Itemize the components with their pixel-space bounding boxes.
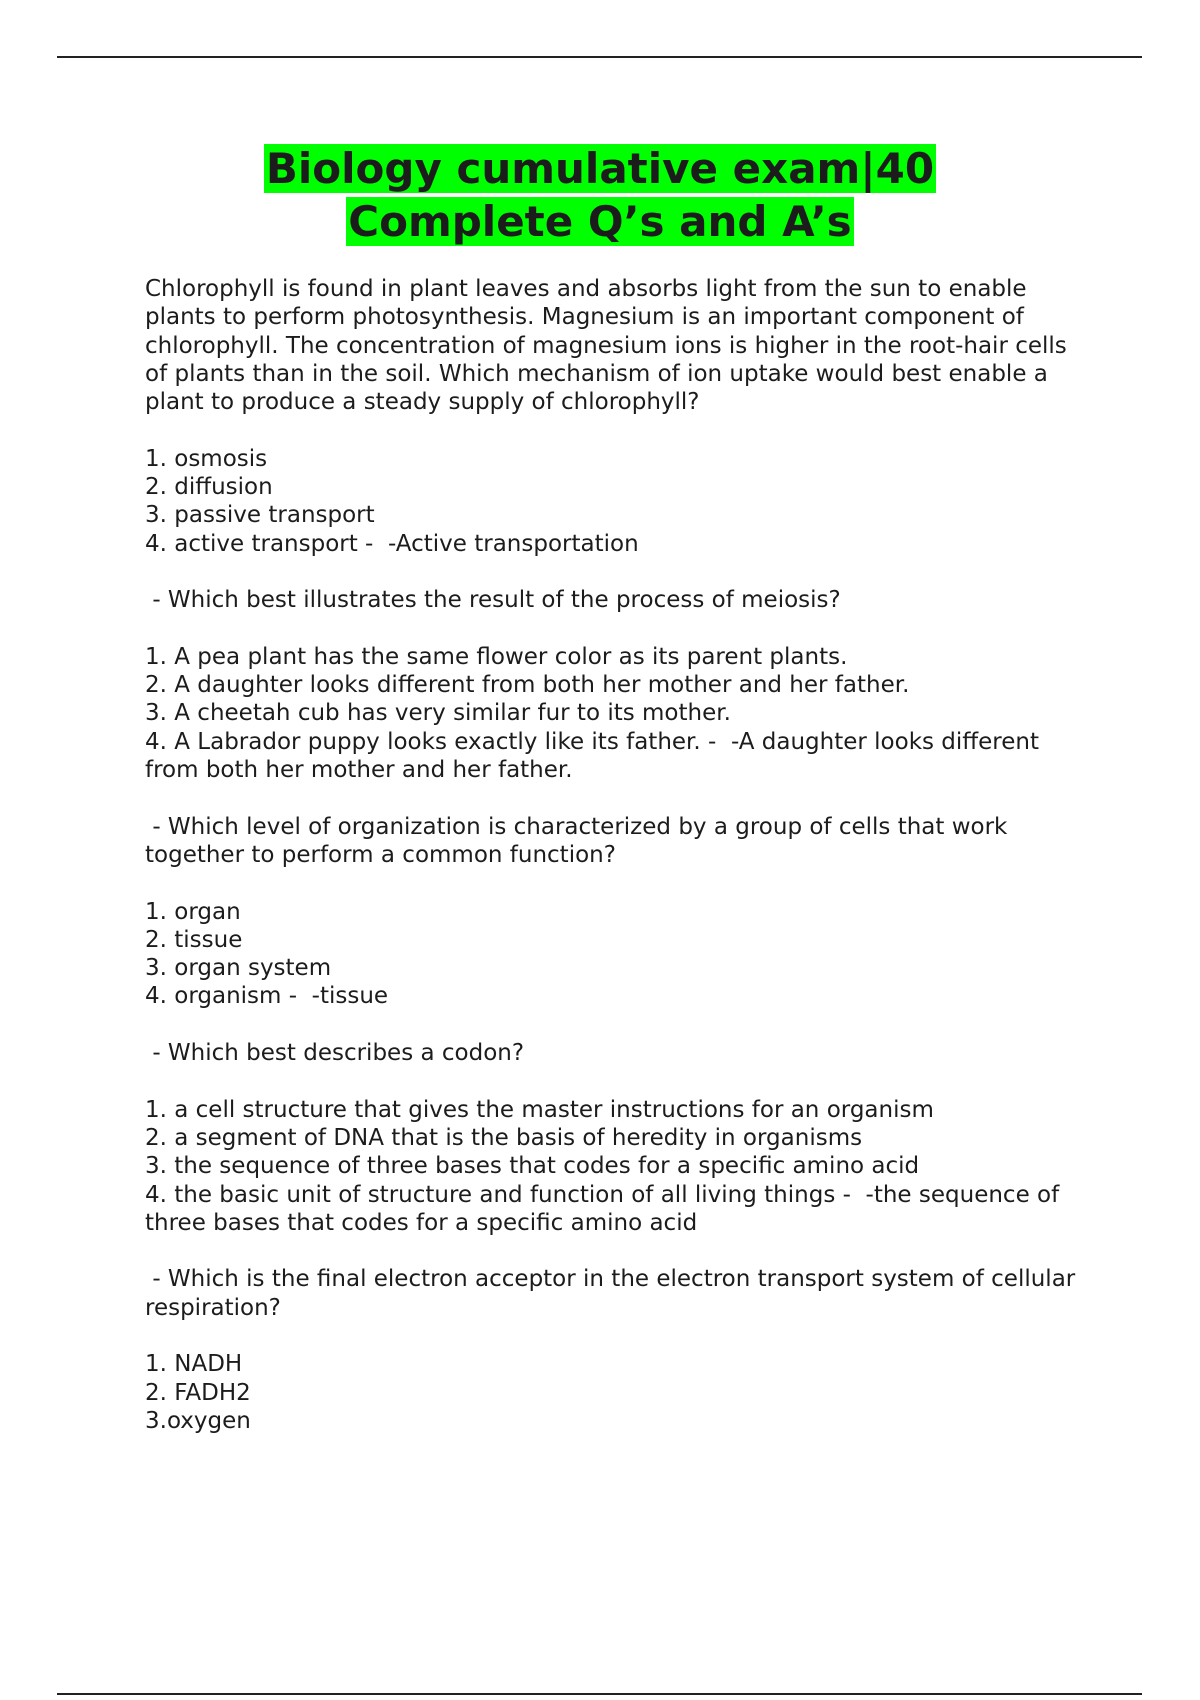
paragraph-spacer xyxy=(145,1322,1085,1350)
paragraph-spacer xyxy=(145,416,1085,444)
text-line: 1. NADH xyxy=(145,1351,243,1378)
paragraph-spacer xyxy=(145,784,1085,812)
text-line: - Which is the final electron acceptor in the electron transport system of cellular respiration? xyxy=(145,1266,1083,1321)
footer-rule xyxy=(57,1693,1142,1695)
text-line: Chlorophyll is found in plant leaves and absorbs light from the sun to enable plants to perform photosynthesis. Magnesium is an important component of chlorophyll. The concentration of magnesium ions is higher in the root-hair cells of plants than in the soil. Which mechanism of ion uptake would best enable a plant to produce a steady supply of chlorophyll? xyxy=(145,276,1075,416)
text-line: 2. A daughter looks different from both her mother and her father. xyxy=(145,672,910,699)
document-body xyxy=(145,275,1085,1435)
paragraph-spacer xyxy=(145,1067,1085,1095)
text-line: 2. tissue xyxy=(145,926,243,953)
paragraph-spacer xyxy=(145,1237,1085,1265)
text-line: - Which best describes a codon? xyxy=(145,1040,525,1067)
page-title xyxy=(0,142,1200,248)
title-line-1: Biology cumulative exam|40 xyxy=(265,144,935,193)
text-line: 3.oxygen xyxy=(145,1407,251,1434)
text-line: 2. a segment of DNA that is the basis of heredity in organisms xyxy=(145,1124,863,1151)
paragraph-spacer xyxy=(145,869,1085,897)
header-rule xyxy=(57,56,1142,58)
text-line: 4. organism - -tissue xyxy=(145,983,389,1010)
paragraph-spacer xyxy=(145,1011,1085,1039)
text-line: 4. active transport - -Active transportation xyxy=(145,530,639,557)
paragraph-spacer xyxy=(145,558,1085,586)
text-line: - Which best illustrates the result of the process of meiosis? xyxy=(145,587,841,614)
text-line: 1. osmosis xyxy=(145,445,268,472)
text-line: 3. the sequence of three bases that codes for a specific amino acid xyxy=(145,1153,920,1180)
text-line: - Which level of organization is characterized by a group of cells that work together to perform a common function? xyxy=(145,813,1015,868)
text-line: 2. diffusion xyxy=(145,474,273,501)
text-line: 1. A pea plant has the same flower color as its parent plants. xyxy=(145,643,848,670)
title-line-2: Complete Q’s and A’s xyxy=(348,197,852,246)
text-line: 2. FADH2 xyxy=(145,1379,251,1406)
text-line: 3. A cheetah cub has very similar fur to its mother. xyxy=(145,700,731,727)
text-line: 1. a cell structure that gives the master instructions for an organism xyxy=(145,1096,934,1123)
text-line: 4. the basic unit of structure and function of all living things - -the sequence of three bases that codes for a specific amino acid xyxy=(145,1181,1067,1236)
text-line: 3. organ system xyxy=(145,955,332,982)
text-line: 3. passive transport xyxy=(145,502,375,529)
text-line: 4. A Labrador puppy looks exactly like its father. - -A daughter looks different from both her mother and her father. xyxy=(145,728,1047,784)
paragraph-spacer xyxy=(145,615,1085,643)
text-line: 1. organ xyxy=(145,898,241,925)
